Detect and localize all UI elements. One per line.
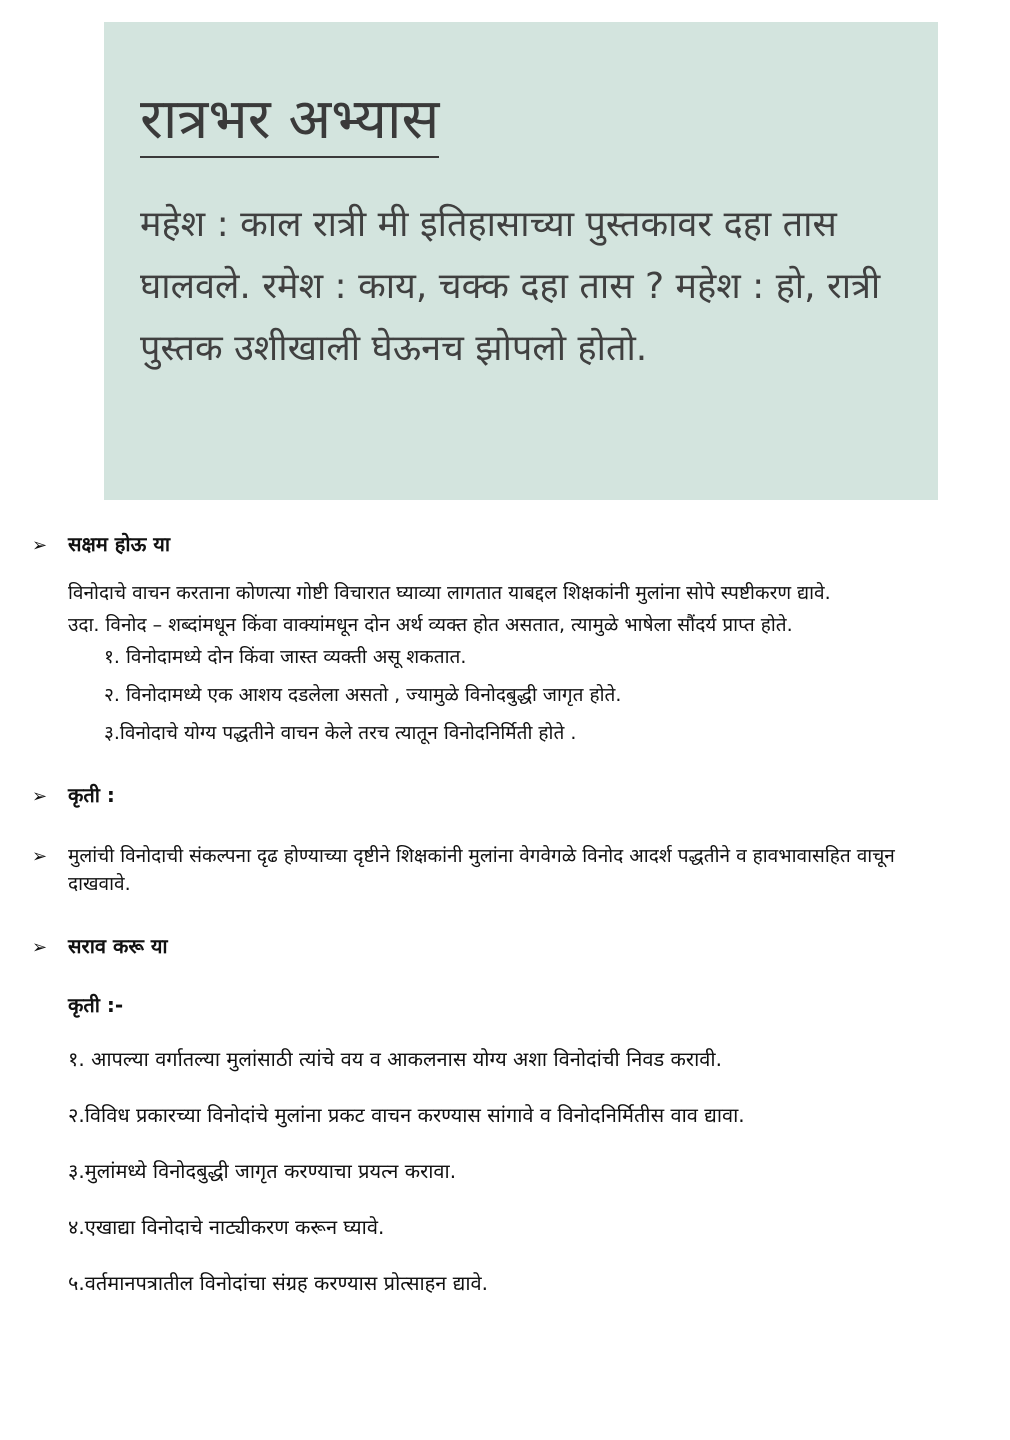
section-capable bbox=[32, 530, 942, 557]
arrow-bullet-icon: ➢ bbox=[32, 535, 48, 556]
list-item: २.विविध प्रकारच्या विनोदांचे मुलांना प्रकट वाचन करण्यास सांगावे व विनोदनिर्मितीस वाव द्यावा. bbox=[68, 1103, 745, 1127]
section-heading: सराव करू या bbox=[68, 934, 168, 958]
list-item: १. विनोदामध्ये दोन किंवा जास्त व्यक्ती असू शकतात. bbox=[104, 646, 467, 668]
content bbox=[32, 530, 942, 1297]
section-practice bbox=[32, 932, 942, 959]
list-item: ३.मुलांमध्ये विनोदबुद्धी जागृत करण्याचा प्रयत्न करावा. bbox=[68, 1159, 457, 1183]
list-item: ४.एखाद्या विनोदाचे नाट्यीकरण करून घ्यावे. bbox=[68, 1215, 385, 1239]
list-item: ३.विनोदाचे योग्य पद्धतीने वाचन केले तरच त्यातून विनोदनिर्मिती होते . bbox=[104, 722, 577, 744]
list-item: ५.वर्तमानपत्रातील विनोदांचा संग्रह करण्यास प्रोत्साहन द्यावे. bbox=[68, 1271, 489, 1295]
section-heading: सक्षम होऊ या bbox=[68, 532, 171, 556]
section-activity bbox=[32, 781, 942, 808]
arrow-bullet-icon: ➢ bbox=[32, 846, 48, 867]
sub-heading: कृती :- bbox=[68, 993, 124, 1017]
joke-title: रात्रभर अभ्यास bbox=[140, 84, 439, 158]
list-item: २. विनोदामध्ये एक आशय दडलेला असतो , ज्यामुळे विनोदबुद्धी जागृत होते. bbox=[104, 684, 622, 706]
joke-box bbox=[104, 22, 938, 500]
list-item: १. आपल्या वर्गातल्या मुलांसाठी त्यांचे वय व आकलनास योग्य अशा विनोदांची निवड करावी. bbox=[68, 1047, 722, 1071]
paragraph: उदा. विनोद – शब्दांमधून किंवा वाक्यांमधून दोन अर्थ व्यक्त होत असतात, त्यामुळे भाषेला सौंदर्य प्राप्त होते. bbox=[68, 614, 793, 636]
arrow-bullet-icon: ➢ bbox=[32, 786, 48, 807]
paragraph: मुलांची विनोदाची संकल्पना दृढ होण्याच्या दृष्टीने शिक्षकांनी मुलांना वेगवेगळे विनोद आदर्श पद्धतीने व हावभावासहित वाचून दाखवावे. bbox=[68, 845, 895, 895]
arrow-bullet-icon: ➢ bbox=[32, 937, 48, 958]
section-concept bbox=[32, 842, 942, 898]
joke-text: महेश : काल रात्री मी इतिहासाच्या पुस्तकावर दहा तास घालवले. रमेश : काय, चक्क दहा तास ? महेश : हो, रात्री पुस्तक उशीखाली घेऊनच झोपलो होतो. bbox=[140, 204, 881, 369]
section-heading: कृती : bbox=[68, 783, 115, 807]
paragraph: विनोदाचे वाचन करताना कोणत्या गोष्टी विचारात घ्याव्या लागतात याबद्दल शिक्षकांनी मुलांना सोपे स्पष्टीकरण द्यावे. bbox=[68, 582, 831, 604]
